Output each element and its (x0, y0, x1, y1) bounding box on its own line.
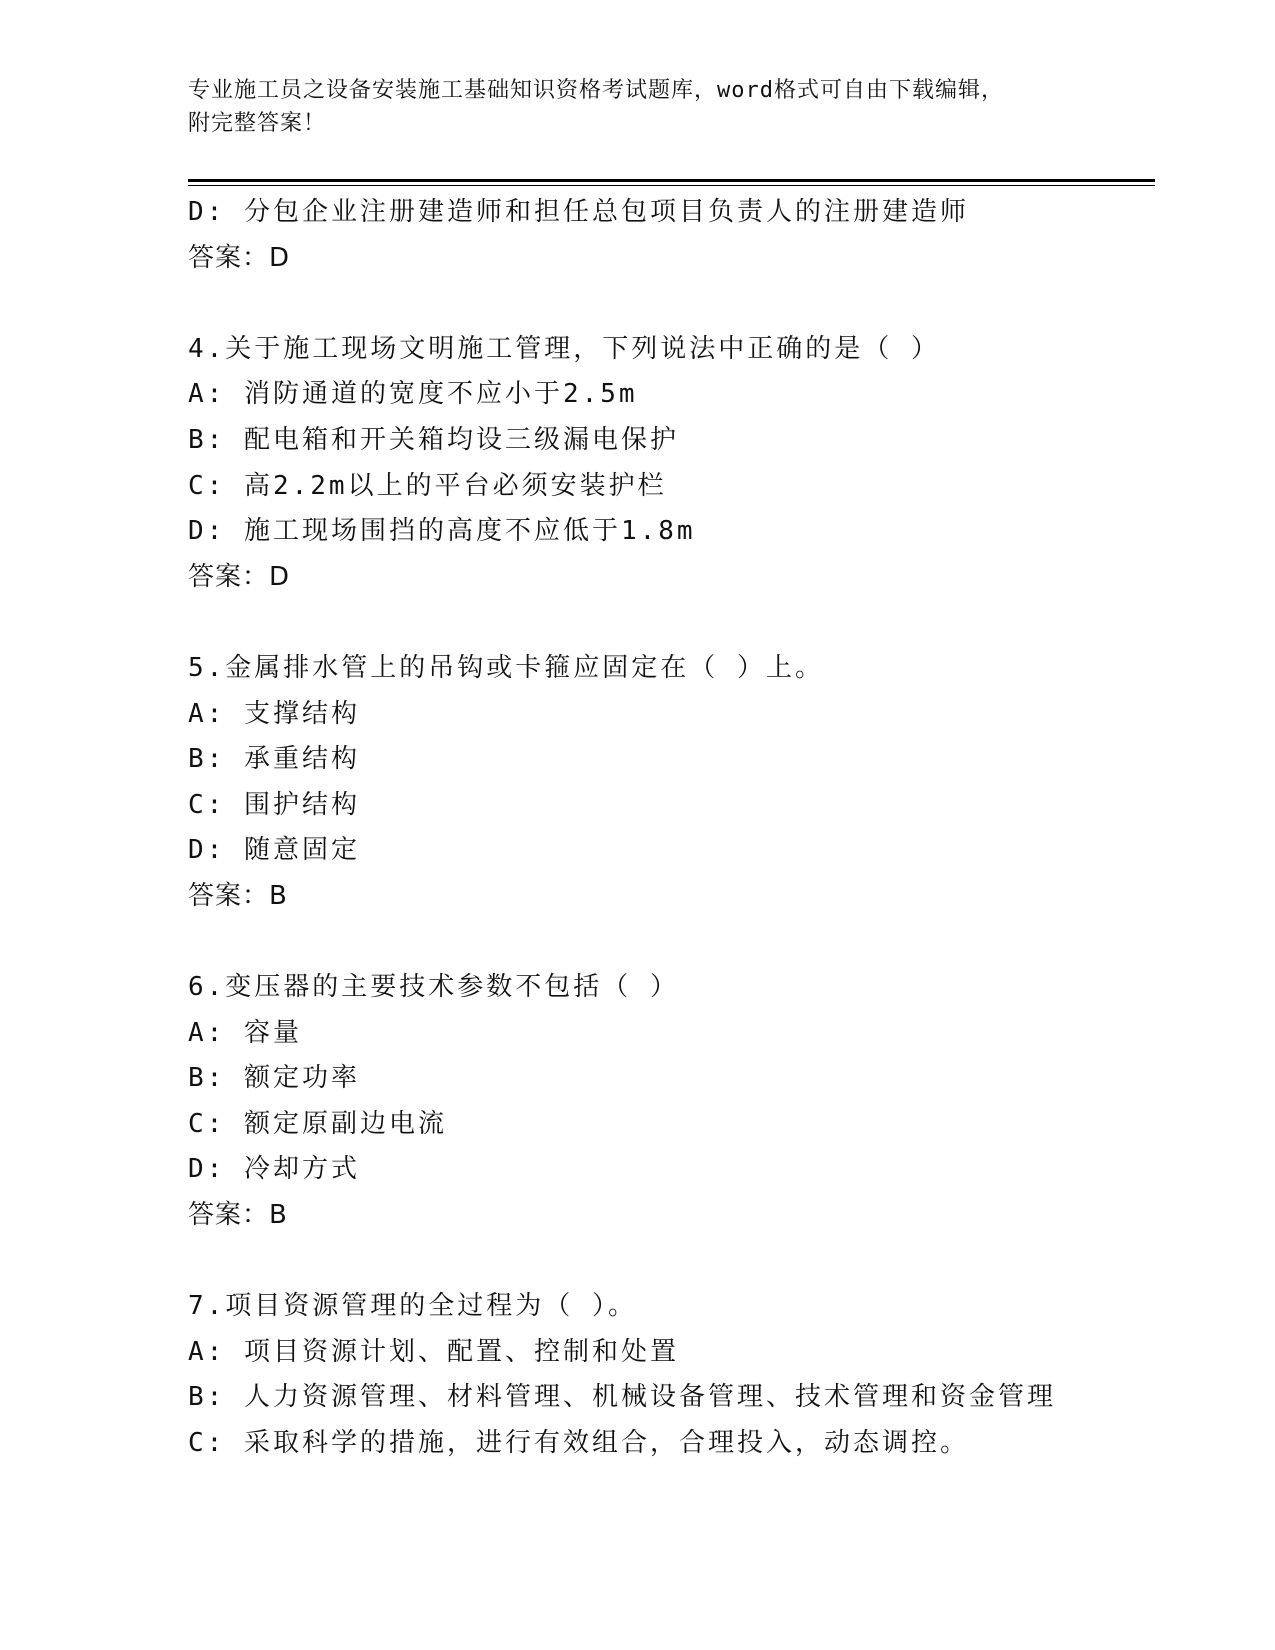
question-4-option-a: A: 消防通道的宽度不应小于2.5m (188, 379, 638, 410)
question-7-option-c: C: 采取科学的措施，进行有效组合，合理投入，动态调控。 (188, 1428, 969, 1459)
question-4-answer: 答案：D (188, 561, 291, 592)
question-4 (188, 327, 1148, 601)
document-header (188, 74, 1088, 140)
question-7-option-a: A: 项目资源计划、配置、控制和处置 (188, 1336, 679, 1367)
question-5-stem: 5.金属排水管上的吊钩或卡箍应固定在（ ）上。 (188, 652, 824, 683)
question-3-fragment (188, 190, 1148, 281)
question-7 (188, 1284, 1148, 1466)
question-6-option-b: B: 额定功率 (188, 1063, 360, 1094)
question-6-option-a: A: 容量 (188, 1017, 302, 1048)
question-6-option-d: D: 冷却方式 (188, 1154, 360, 1185)
spacer (188, 281, 1148, 327)
question-5-option-b: B: 承重结构 (188, 744, 360, 775)
question-7-stem: 7.项目资源管理的全过程为（ ）。 (188, 1291, 637, 1322)
header-divider-thick (188, 179, 1155, 182)
question-5-answer: 答案：B (188, 880, 288, 911)
question-4-option-c: C: 高2.2m以上的平台必须安装护栏 (188, 470, 667, 501)
header-divider-thin (188, 185, 1155, 186)
question-5-option-a: A: 支撑结构 (188, 698, 360, 729)
question-6 (188, 965, 1148, 1239)
question-4-option-b: B: 配电箱和开关箱均设三级漏电保护 (188, 424, 679, 455)
question-6-option-c: C: 额定原副边电流 (188, 1108, 447, 1139)
question-list (188, 190, 1148, 1467)
spacer (188, 600, 1148, 646)
question-6-answer: 答案：B (188, 1200, 288, 1231)
question-5-option-c: C: 围护结构 (188, 789, 360, 820)
spacer (188, 920, 1148, 966)
header-line-2: 附完整答案！ (188, 111, 327, 136)
question-5 (188, 646, 1148, 920)
question-4-stem: 4.关于施工现场文明施工管理，下列说法中正确的是（ ） (188, 333, 940, 364)
question-4-option-d: D: 施工现场围挡的高度不应低于1.8m (188, 516, 696, 547)
question-5-option-d: D: 随意固定 (188, 835, 360, 866)
question-7-option-b: B: 人力资源管理、材料管理、机械设备管理、技术管理和资金管理 (188, 1382, 1056, 1413)
question-3-option-d: D: 分包企业注册建造师和担任总包项目负责人的注册建造师 (188, 197, 969, 227)
header-line-1: 专业施工员之设备安装施工基础知识资格考试题库，word格式可自由下载编辑， (188, 78, 1004, 103)
question-6-stem: 6.变压器的主要技术参数不包括（ ） (188, 972, 679, 1003)
question-3-answer: 答案：D (188, 242, 291, 273)
spacer (188, 1239, 1148, 1285)
